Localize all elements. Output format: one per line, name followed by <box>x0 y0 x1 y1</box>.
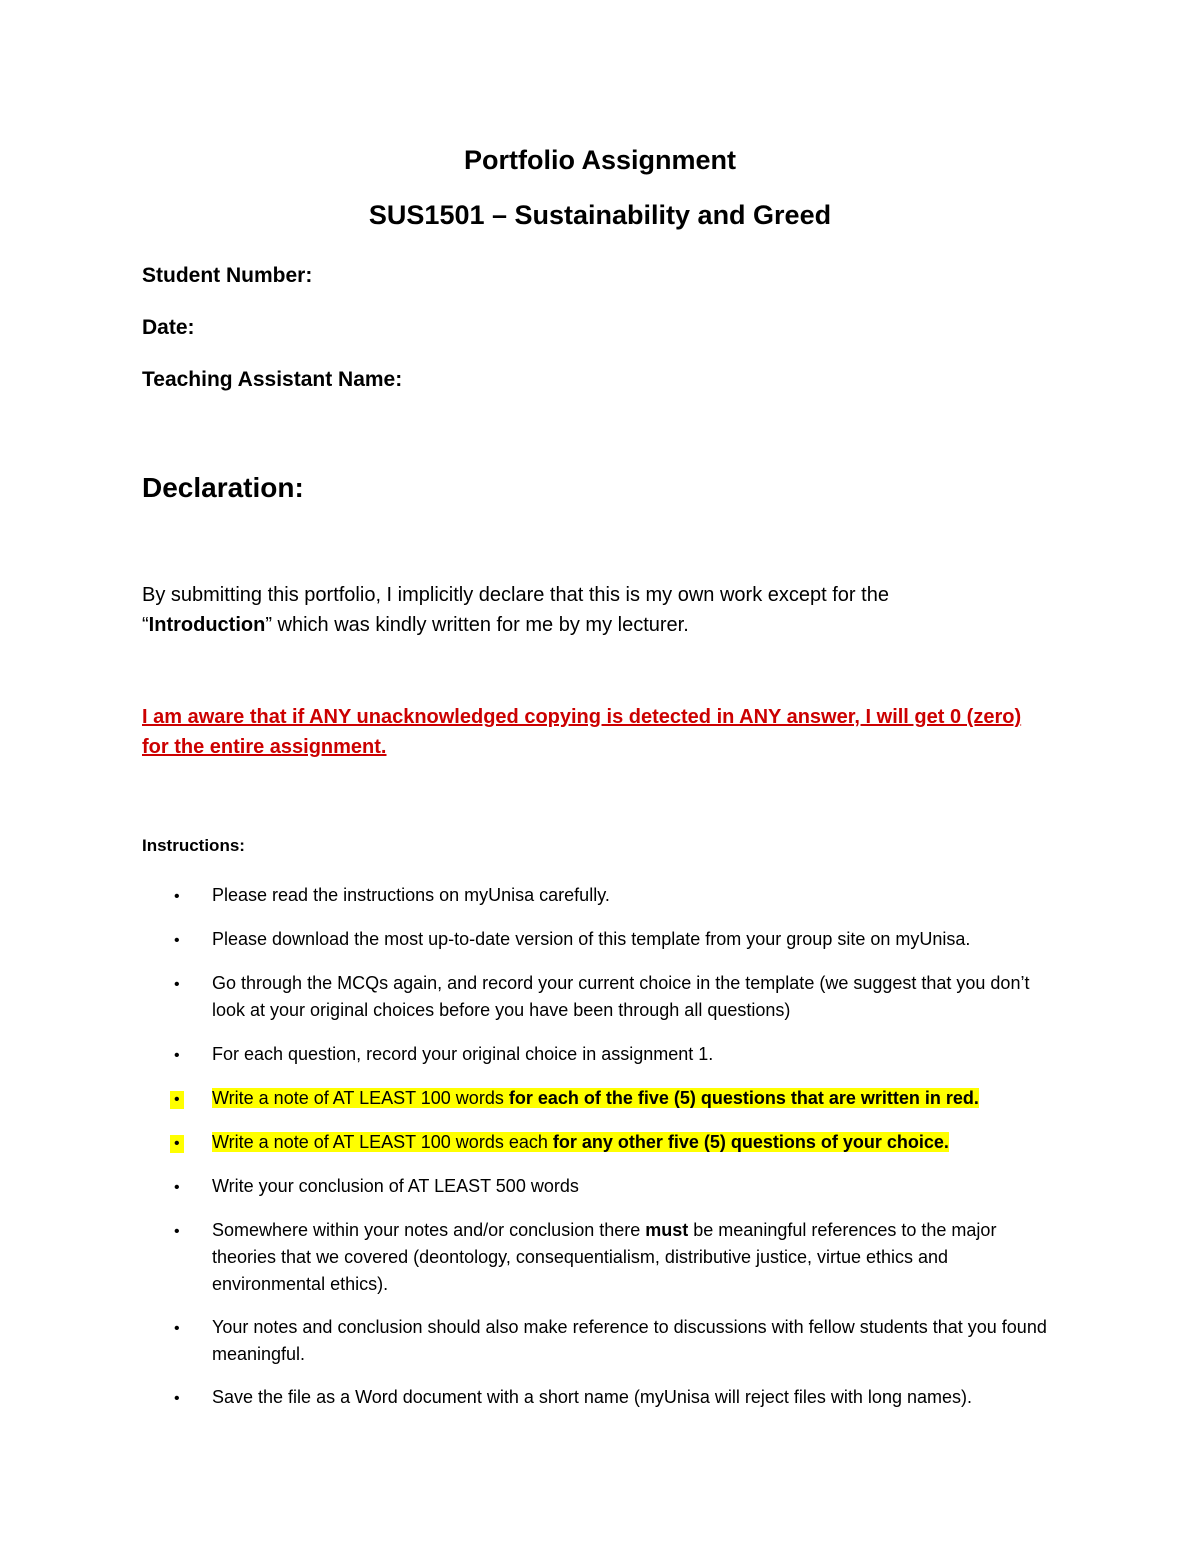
list-item-text <box>212 1085 1062 1112</box>
text-bold-must: must <box>645 1220 689 1240</box>
highlight-plain: Write a note of AT LEAST 100 words <box>212 1088 509 1108</box>
list-item-text: Save the file as a Word document with a short name (myUnisa will reject files with long names). <box>212 1387 972 1407</box>
list-item-text: Your notes and conclusion should also make reference to discussions with fellow students that you found meaningful. <box>212 1317 1047 1364</box>
bullet-icon: • <box>174 932 180 949</box>
declaration-heading: Declaration: <box>142 472 304 503</box>
highlight-bold: for any other five (5) questions of your choice. <box>552 1132 949 1152</box>
student-number-label: Student Number: <box>142 264 313 287</box>
bullet-icon: • <box>170 1091 184 1109</box>
declaration-line-2-rest: ” which was kindly written for me by my lecturer. <box>265 614 689 636</box>
bullet-icon: • <box>174 1320 180 1337</box>
bullet-icon: • <box>174 1390 180 1407</box>
highlight-bold: for each of the five (5) questions that are written in red. <box>508 1088 979 1108</box>
document-title: Portfolio Assignment <box>463 145 736 175</box>
bullet-icon: • <box>174 976 180 993</box>
list-item-text: Write your conclusion of AT LEAST 500 words <box>212 1176 579 1196</box>
document-subtitle: SUS1501 – Sustainability and Greed <box>368 200 832 230</box>
warning-line-1: I am aware that if ANY unacknowledged copying is detected in ANY answer, I will get 0 (zero) <box>142 706 1022 728</box>
list-item-text <box>212 1217 1062 1298</box>
instructions-label: Instructions: <box>142 836 245 855</box>
teaching-assistant-label: Teaching Assistant Name: <box>142 368 403 391</box>
list-item-text: Please download the most up-to-date version of this template from your group site on myUnisa. <box>212 929 971 949</box>
text-post: be meaningful references to the major theories that we covered (deontology, consequentialism, distributive justice, virtue ethics and environmental ethics). <box>212 1220 997 1294</box>
declaration-text <box>142 580 1072 640</box>
highlight-plain: Write a note of AT LEAST 100 words each <box>212 1132 553 1152</box>
bullet-icon: • <box>174 888 180 905</box>
declaration-line-1: By submitting this portfolio, I implicitly declare that this is my own work except for the <box>142 584 889 606</box>
text-pre: Somewhere within your notes and/or conclusion there <box>212 1220 646 1240</box>
bullet-icon: • <box>174 1047 180 1064</box>
introduction-bold: Introduction <box>148 614 266 636</box>
open-quote: “ <box>142 614 149 636</box>
warning-line-2: for the entire assignment. <box>142 736 387 758</box>
list-item-text: For each question, record your original choice in assignment 1. <box>212 1044 714 1064</box>
bullet-icon: • <box>170 1135 184 1153</box>
date-label: Date: <box>142 316 195 339</box>
list-item-text: Please read the instructions on myUnisa carefully. <box>212 885 610 905</box>
bullet-icon: • <box>174 1179 180 1196</box>
list-item-text <box>212 1129 1062 1156</box>
list-item-text: Go through the MCQs again, and record your current choice in the template (we suggest that you don’t look at your original choices before you have been through all questions) <box>212 973 1030 1020</box>
declaration-line-2 <box>142 610 1072 640</box>
bullet-icon: • <box>174 1223 180 1240</box>
copying-warning <box>142 702 1072 762</box>
